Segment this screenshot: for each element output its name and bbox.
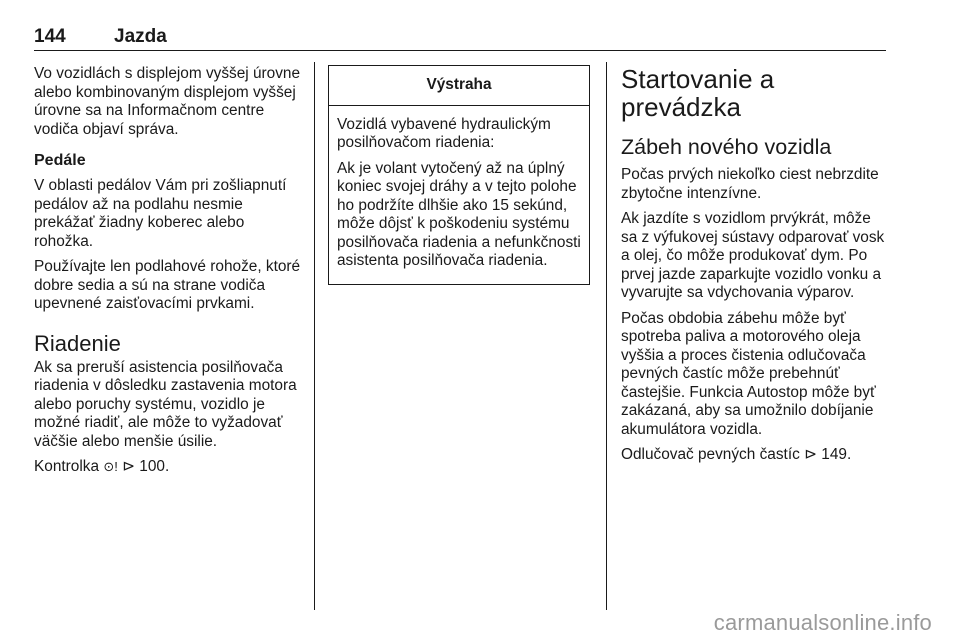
page-ref-icon: ⊳ xyxy=(804,446,817,463)
filter-reference-line xyxy=(621,446,889,465)
page-ref-icon: ⊳ xyxy=(122,458,136,475)
column-left xyxy=(34,65,302,484)
zabeh-paragraph-2: Ak jazdíte s vozidlom prvýkrát, môže sa z výfukovej sústavy odparovať vosk a olej, čo môže produkovať dym. Po prvej jazde zaparkujte vozidlo vonku a vyvarujte sa vdychovania výparov. xyxy=(621,210,885,301)
column-divider xyxy=(606,62,607,610)
watermark: carmanualsonline.info xyxy=(713,610,932,635)
zabeh-paragraph-1: Počas prvých niekoľko ciest nebrzdite zbytočne intenzívne. xyxy=(621,166,879,202)
filter-reference-label: Odlučovač pevných častíc xyxy=(621,446,800,463)
zabeh-heading: Zábeh nového vozidla xyxy=(621,135,832,159)
pedale-heading: Pedále xyxy=(34,152,86,169)
warning-title: Výstraha xyxy=(329,66,589,106)
steering-warning-icon: ⊙! xyxy=(103,459,118,474)
intro-paragraph: Vo vozidlách s displejom vyššej úrovne alebo kombinovaným displejom vyššej úrovne sa na Informačnom centre vodiča objaví správa. xyxy=(34,65,301,138)
page-header xyxy=(34,22,886,51)
kontrolka-page-ref: 100. xyxy=(139,458,170,475)
column-divider xyxy=(314,62,315,610)
filter-page-ref: 149. xyxy=(821,446,852,463)
warning-box xyxy=(328,65,590,285)
zabeh-paragraph-3: Počas obdobia zábehu môže byť spotreba paliva a motorového oleja vyššia a proces čistenia odlučovača pevných častíc môže prebehnúť častejšie. Funkcia Autostop môže byť zakázaná, aby sa umožnilo dobíjanie akumulátora vozidla. xyxy=(621,309,876,438)
pedale-paragraph-2: Používajte len podlahové rohože, ktoré dobre sedia a sú na strane vodiča upevnené zaisťovacími prvkami. xyxy=(34,258,301,312)
riadenie-heading: Riadenie xyxy=(34,330,121,356)
kontrolka-label: Kontrolka xyxy=(34,458,100,475)
page-number: 144 xyxy=(34,26,66,47)
main-heading: Startovanie a prevádzka xyxy=(621,64,775,122)
column-right xyxy=(621,65,889,472)
riadenie-paragraph: Ak sa preruší asistencia posilňovača riadenia v dôsledku zastavenia motora alebo poruchy systému, vozidlo je možné riadiť, ale môže to vyžadovať väčšie alebo menšie úsilie. xyxy=(34,358,297,450)
column-middle xyxy=(328,65,590,285)
pedale-paragraph-1: V oblasti pedálov Vám pri zošliapnutí pedálov až na podlahu nesmie prekážať žiadny koberec alebo rohožka. xyxy=(34,177,287,250)
warning-paragraph-1: Vozidlá vybavené hydraulickým posilňovačom riadenia: xyxy=(337,115,551,151)
warning-body xyxy=(329,106,589,284)
section-title: Jazda xyxy=(114,26,167,47)
kontrolka-line xyxy=(34,458,302,477)
warning-paragraph-2: Ak je volant vytočený až na úplný koniec svojej dráhy a v tejto polohe ho podržíte dlhšie ako 15 sekúnd, môže dôjsť k poškodeniu systému posilňovača riadenia a nefunkčnosti asistenta posilňovača riadenia. xyxy=(337,159,581,269)
